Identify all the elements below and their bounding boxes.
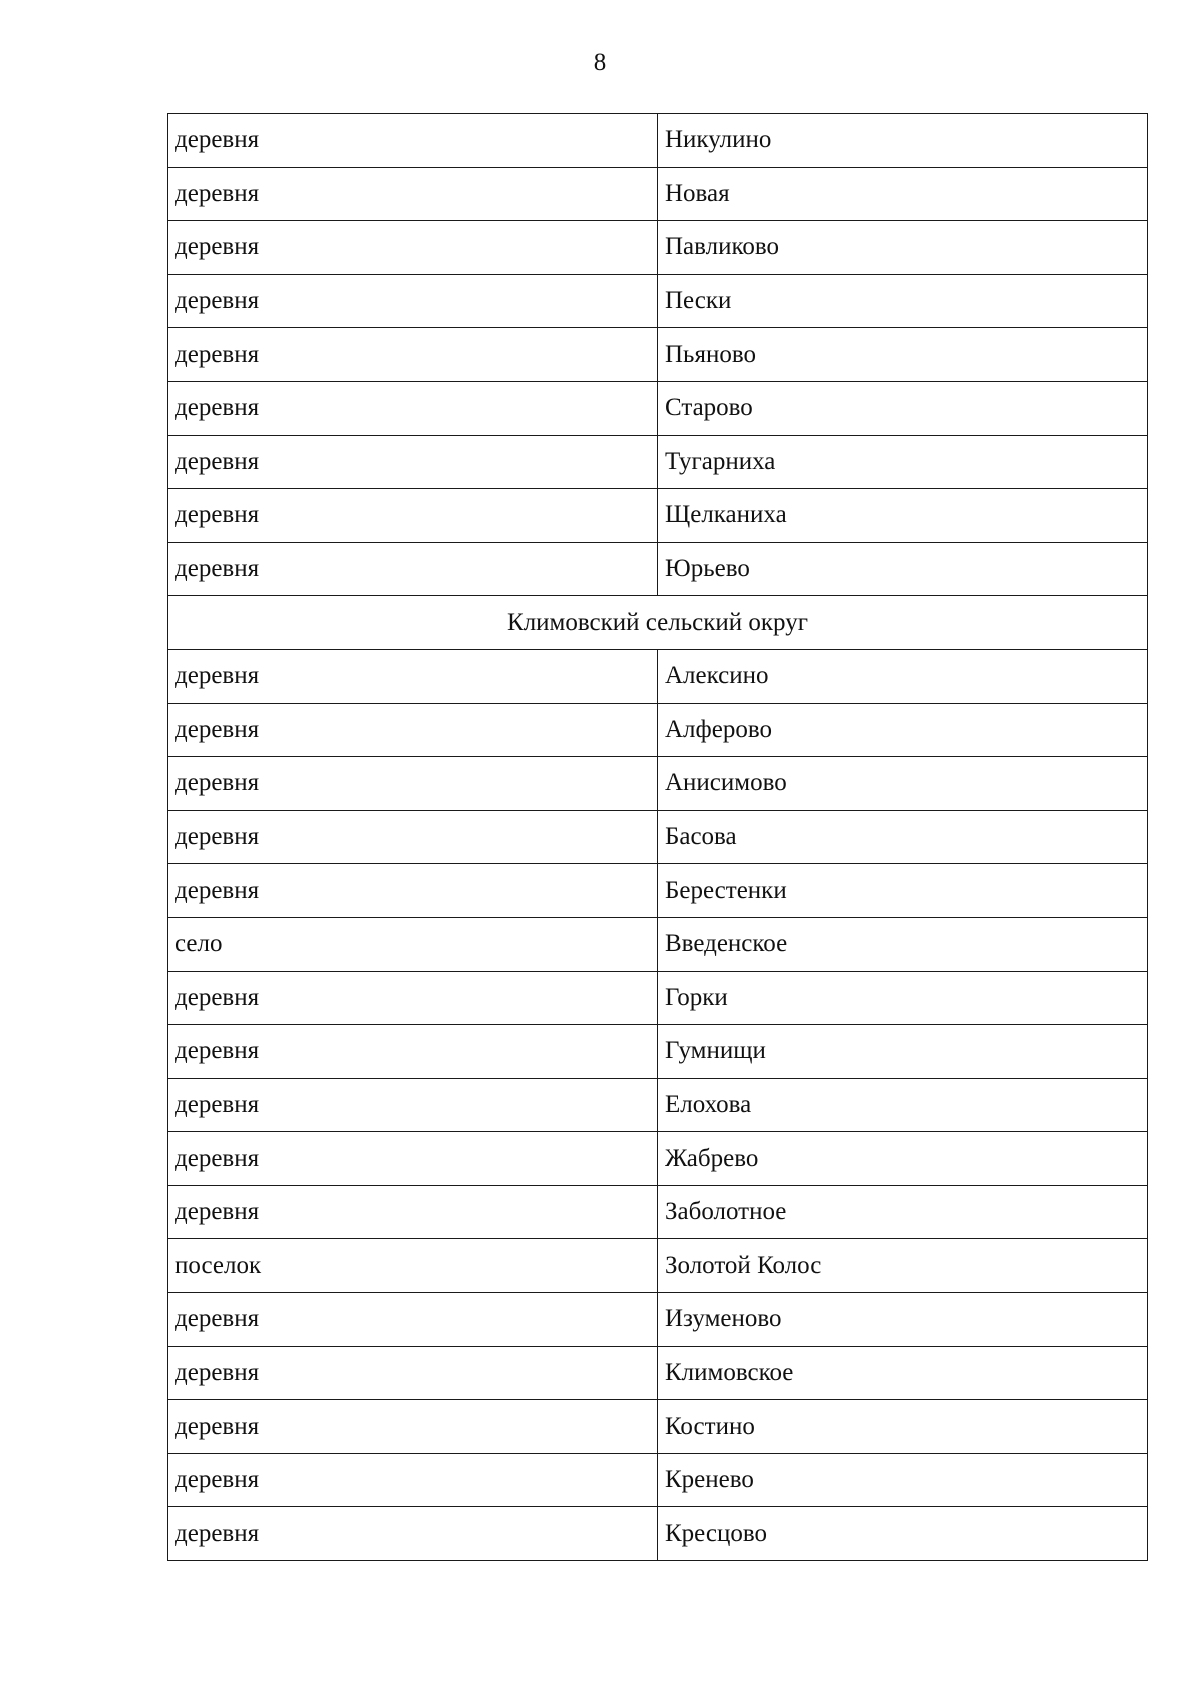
page-number: 8 bbox=[593, 49, 607, 76]
settlement-type-cell: деревня bbox=[168, 221, 658, 275]
settlement-name-cell: Басова bbox=[658, 810, 1148, 864]
settlement-type-cell: деревня bbox=[168, 114, 658, 168]
settlement-type-cell: село bbox=[168, 917, 658, 971]
settlement-type-cell: деревня bbox=[168, 1132, 658, 1186]
settlement-name-cell: Жабрево bbox=[658, 1132, 1148, 1186]
table-row bbox=[168, 864, 1148, 918]
settlement-name-cell: Старово bbox=[658, 381, 1148, 435]
settlement-name-cell: Анисимово bbox=[658, 757, 1148, 811]
settlement-type-cell: деревня bbox=[168, 328, 658, 382]
table-row bbox=[168, 381, 1148, 435]
settlement-name-cell: Новая bbox=[658, 167, 1148, 221]
table-row bbox=[168, 1185, 1148, 1239]
table-row bbox=[168, 114, 1148, 168]
settlement-name-cell: Климовское bbox=[658, 1346, 1148, 1400]
settlement-name-cell: Горки bbox=[658, 971, 1148, 1025]
table-row bbox=[168, 328, 1148, 382]
table-row bbox=[168, 435, 1148, 489]
settlement-type-cell: деревня bbox=[168, 381, 658, 435]
settlement-name-cell: Костино bbox=[658, 1400, 1148, 1454]
settlement-name-cell: Кресцово bbox=[658, 1507, 1148, 1561]
settlement-type-cell: деревня bbox=[168, 1078, 658, 1132]
table-row bbox=[168, 542, 1148, 596]
table-row bbox=[168, 917, 1148, 971]
settlement-type-cell: деревня bbox=[168, 1293, 658, 1347]
settlements-table-container bbox=[167, 113, 1147, 1561]
settlement-name-cell: Золотой Колос bbox=[658, 1239, 1148, 1293]
settlement-name-cell: Кренево bbox=[658, 1453, 1148, 1507]
table-row bbox=[168, 1346, 1148, 1400]
settlement-name-cell: Заболотное bbox=[658, 1185, 1148, 1239]
settlement-name-cell: Гумнищи bbox=[658, 1025, 1148, 1079]
settlement-name-cell: Алексино bbox=[658, 649, 1148, 703]
table-row bbox=[168, 810, 1148, 864]
settlement-name-cell: Алферово bbox=[658, 703, 1148, 757]
settlements-table bbox=[167, 113, 1148, 1561]
settlement-name-cell: Юрьево bbox=[658, 542, 1148, 596]
settlement-type-cell: деревня bbox=[168, 435, 658, 489]
table-row bbox=[168, 1025, 1148, 1079]
table-row bbox=[168, 1239, 1148, 1293]
settlement-name-cell: Введенское bbox=[658, 917, 1148, 971]
settlement-type-cell: деревня bbox=[168, 703, 658, 757]
settlement-type-cell: деревня bbox=[168, 542, 658, 596]
settlement-type-cell: деревня bbox=[168, 971, 658, 1025]
settlement-type-cell: деревня bbox=[168, 1185, 658, 1239]
table-row bbox=[168, 649, 1148, 703]
settlement-type-cell: деревня bbox=[168, 1453, 658, 1507]
settlement-name-cell: Изуменово bbox=[658, 1293, 1148, 1347]
table-row bbox=[168, 167, 1148, 221]
settlement-name-cell: Никулино bbox=[658, 114, 1148, 168]
settlement-type-cell: поселок bbox=[168, 1239, 658, 1293]
table-row bbox=[168, 1507, 1148, 1561]
settlement-name-cell: Берестенки bbox=[658, 864, 1148, 918]
section-header-row bbox=[168, 596, 1148, 650]
settlement-type-cell: деревня bbox=[168, 489, 658, 543]
settlements-table-body bbox=[168, 114, 1148, 1561]
settlement-name-cell: Пьяново bbox=[658, 328, 1148, 382]
settlement-type-cell: деревня bbox=[168, 1025, 658, 1079]
table-row bbox=[168, 1078, 1148, 1132]
table-row bbox=[168, 221, 1148, 275]
settlement-name-cell: Павликово bbox=[658, 221, 1148, 275]
settlement-type-cell: деревня bbox=[168, 167, 658, 221]
table-row bbox=[168, 274, 1148, 328]
settlement-name-cell: Щелканиха bbox=[658, 489, 1148, 543]
table-row bbox=[168, 1293, 1148, 1347]
settlement-type-cell: деревня bbox=[168, 1507, 658, 1561]
settlement-type-cell: деревня bbox=[168, 1400, 658, 1454]
table-row bbox=[168, 1400, 1148, 1454]
settlement-type-cell: деревня bbox=[168, 1346, 658, 1400]
table-row bbox=[168, 1132, 1148, 1186]
settlement-type-cell: деревня bbox=[168, 274, 658, 328]
table-row bbox=[168, 1453, 1148, 1507]
settlement-type-cell: деревня bbox=[168, 757, 658, 811]
settlement-type-cell: деревня bbox=[168, 864, 658, 918]
table-row bbox=[168, 971, 1148, 1025]
settlement-name-cell: Тугарниха bbox=[658, 435, 1148, 489]
settlement-type-cell: деревня bbox=[168, 810, 658, 864]
table-row bbox=[168, 757, 1148, 811]
settlement-type-cell: деревня bbox=[168, 649, 658, 703]
settlement-name-cell: Пески bbox=[658, 274, 1148, 328]
settlement-name-cell: Елохова bbox=[658, 1078, 1148, 1132]
section-title: Климовский сельский округ bbox=[168, 596, 1148, 650]
table-row bbox=[168, 489, 1148, 543]
table-row bbox=[168, 703, 1148, 757]
